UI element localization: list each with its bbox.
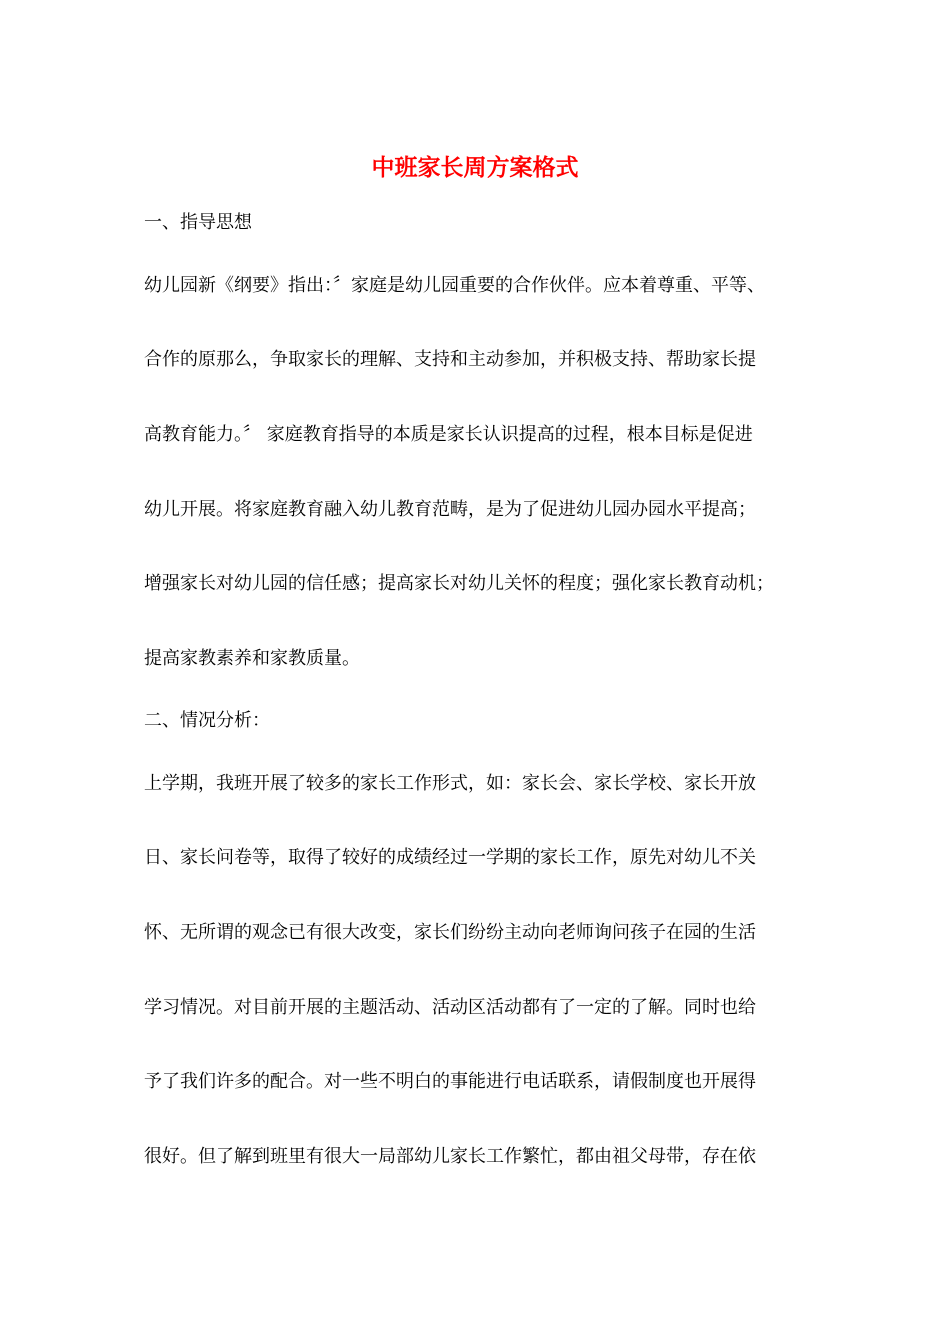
paragraph-line: 予了我们许多的配合。对一些不明白的事能进行电话联系，请假制度也开展得: [144, 1071, 756, 1092]
paragraph-line: 高教育能力。〞 家庭教育指导的本质是家长认识提高的过程，根本目标是促进: [144, 424, 753, 445]
paragraph-line: 合作的原那么，争取家长的理解、支持和主动参加，并积极支持、帮助家长提: [144, 349, 756, 370]
section2-heading: 二、情况分析：: [144, 710, 270, 731]
paragraph-line: 怀、无所谓的观念已有很大改变，家长们纷纷主动向老师询问孩子在园的生活: [144, 922, 756, 943]
document-title: 中班家长周方案格式: [371, 154, 579, 181]
paragraph-line: 学习情况。对目前开展的主题活动、活动区活动都有了一定的了解。同时也给: [144, 997, 756, 1018]
paragraph-line: 日、家长问卷等，取得了较好的成绩经过一学期的家长工作，原先对幼儿不关: [144, 847, 756, 868]
paragraph-line: 幼儿园新《纲要》指出：〞家庭是幼儿园重要的合作伙伴。应本着尊重、平等、: [144, 275, 765, 296]
paragraph-line: 幼儿开展。将家庭教育融入幼儿教育范畴，是为了促进幼儿园办园水平提高；: [144, 499, 756, 520]
paragraph-line: 很好。但了解到班里有很大一局部幼儿家长工作繁忙，都由祖父母带，存在依: [144, 1146, 756, 1167]
paragraph-line: 增强家长对幼儿园的信任感；提高家长对幼儿关怀的程度；强化家长教育动机；: [144, 573, 774, 594]
paragraph-line: 提高家教素养和家教质量。: [144, 648, 360, 669]
paragraph-line: 上学期，我班开展了较多的家长工作形式，如：家长会、家长学校、家长开放: [144, 773, 756, 794]
section1-heading: 一、指导思想: [144, 212, 252, 233]
